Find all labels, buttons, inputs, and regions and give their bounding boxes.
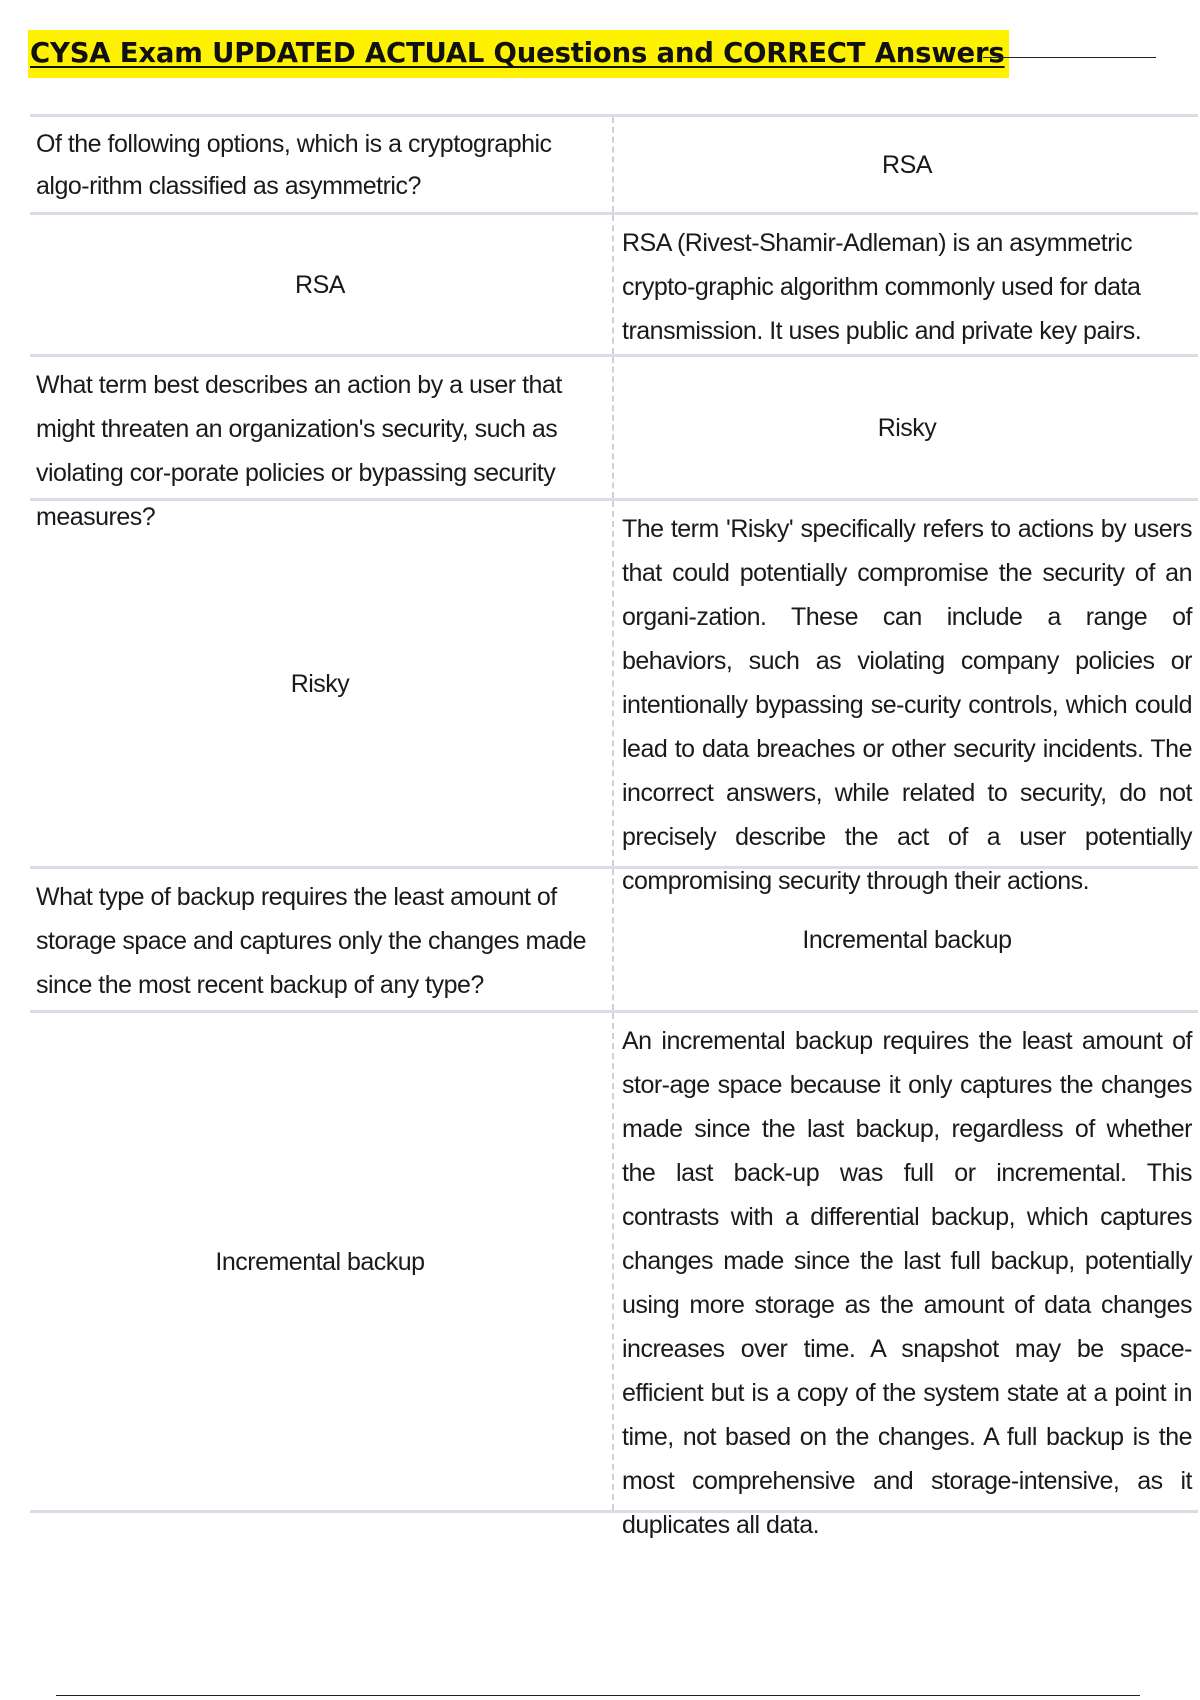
explanation-cell: The term 'Risky' specifically refers to actions by users that could potentially compromise the security of an organi-zation. These can include a range of behaviors, such as violating company policies or intentionally bypassing se-curity controls, which could lead to data breaches or other security incidents. The incorrect answers, while related to security, do not precisely describe the act of a user potentially compromising security through their actions.	[622, 515, 1192, 895]
title-bar	[28, 30, 1128, 80]
table-row	[30, 117, 1198, 215]
question-cell: What term best describes an action by a user that might threaten an organization's security, such as violating cor-porate policies or bypassing security measures?	[30, 357, 614, 498]
table-row	[30, 869, 1198, 1013]
explanation-cell: An incremental backup requires the least amount of stor-age space because it only captures the changes made since the last backup, regardless of whether the last back-up was full or incremental. This contrasts with a differential backup, which captures changes made since the last full backup, potentially using more storage as the amount of data changes increases over time. A snapshot may be space-efficient but is a copy of the system state at a point in time, not based on the changes. A full backup is the most comprehensive and storage-intensive, as it duplicates all data.	[622, 1027, 1192, 1539]
answer-cell: RSA	[882, 150, 932, 179]
page-title: CYSA Exam UPDATED ACTUAL Questions and CORRECT Answers	[28, 30, 1009, 78]
answer-cell: Incremental backup	[802, 925, 1012, 954]
explanation-cell: RSA (Rivest-Shamir-Adleman) is an asymmetric crypto-graphic algorithm commonly used for data transmission. It uses public and private key pairs.	[622, 229, 1142, 345]
question-cell: RSA	[30, 215, 614, 354]
table-row	[30, 215, 1198, 357]
qa-table	[30, 114, 1198, 1539]
question-cell: Incremental backup	[30, 1013, 614, 1510]
question-cell: Of the following options, which is a cryptographic algo-rithm classified as asymmetric?	[30, 117, 614, 212]
table-row	[30, 501, 1198, 895]
question-cell: Risky	[30, 501, 614, 866]
table-row	[30, 357, 1198, 531]
title-rule	[983, 57, 1156, 58]
footer-rule	[56, 1695, 1140, 1696]
answer-cell: Risky	[877, 413, 937, 442]
question-cell: What type of backup requires the least amount of storage space and captures only the changes made since the most recent backup of any type?	[30, 869, 614, 1010]
table-row	[30, 1013, 1198, 1539]
